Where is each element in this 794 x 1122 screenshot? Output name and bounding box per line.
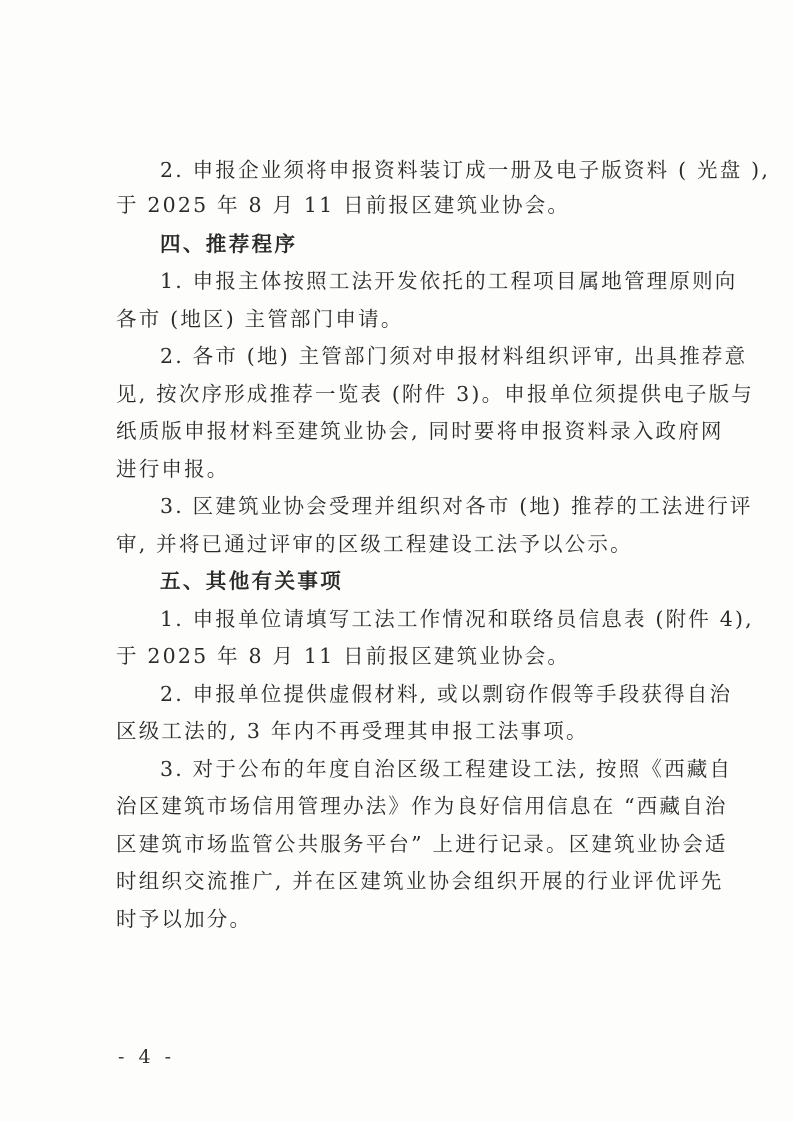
- paragraph-line: 2. 申报单位提供虚假材料, 或以剽窃作假等手段获得自治: [160, 682, 733, 706]
- section-heading: 五、其他有关事项: [160, 569, 344, 593]
- paragraph-line: 2. 申报企业须将申报资料装订成一册及电子版资料 ( 光盘 ),: [160, 158, 771, 182]
- paragraph-line: 审, 并将已通过评审的区级工程建设工法予以公示。: [116, 532, 633, 556]
- page-number: - 4 -: [118, 1046, 176, 1068]
- paragraph-line: 区级工法的, 3 年内不再受理其申报工法事项。: [116, 719, 589, 743]
- paragraph-line: 进行申报。: [116, 457, 230, 481]
- paragraph-line: 1. 申报单位请填写工法工作情况和联络员信息表 (附件 4),: [160, 607, 754, 631]
- paragraph-line: 3. 对于公布的年度自治区级工程建设工法, 按照《西藏自: [160, 757, 733, 781]
- paragraph-line: 见, 按次序形成推荐一览表 (附件 3)。申报单位须提供电子版与: [116, 382, 755, 406]
- paragraph-line: 3. 区建筑业协会受理并组织对各市 (地) 推荐的工法进行评: [160, 494, 753, 518]
- paragraph-line: 纸质版申报材料至建筑业协会, 同时要将申报资料录入政府网: [116, 419, 724, 443]
- paragraph-line: 区建筑市场监管公共服务平台” 上进行记录。区建筑业协会适: [116, 832, 728, 856]
- paragraph-line: 2. 各市 (地) 主管部门须对申报材料组织评审, 出具推荐意: [160, 344, 748, 368]
- paragraph-line: 时组织交流推广, 并在区建筑业协会组织开展的行业评优评先: [116, 869, 724, 893]
- paragraph-line: 于 2025 年 8 月 11 日前报区建筑业协会。: [116, 644, 571, 668]
- paragraph-line: 1. 申报主体按照工法开发依托的工程项目属地管理原则向: [160, 269, 738, 293]
- paragraph-line: 于 2025 年 8 月 11 日前报区建筑业协会。: [116, 193, 571, 217]
- paragraph-line: 各市 (地区) 主管部门申请。: [116, 307, 404, 331]
- paragraph-line: 治区建筑市场信用管理办法》作为良好信用信息在 “西藏自治: [116, 794, 728, 818]
- paragraph-line: 时予以加分。: [116, 907, 253, 931]
- section-heading: 四、推荐程序: [160, 232, 298, 256]
